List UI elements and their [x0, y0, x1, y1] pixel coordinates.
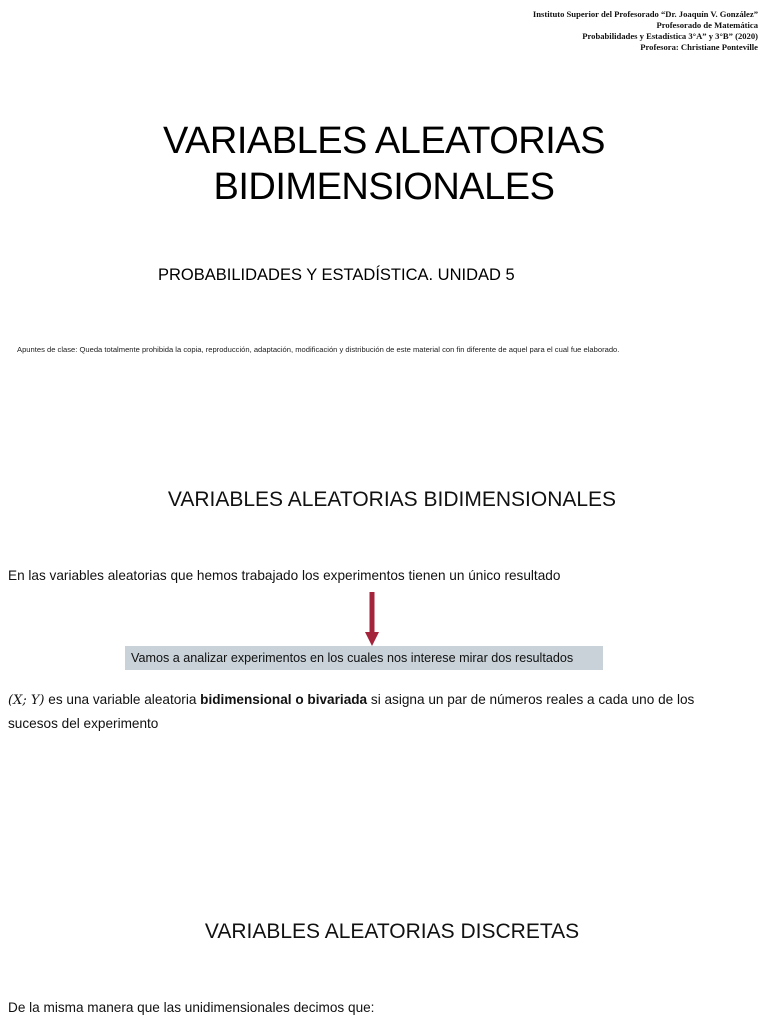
intro-paragraph: En las variables aleatorias que hemos trabajado los experimentos tienen un único resultado	[8, 568, 561, 583]
section-title-discretas: VARIABLES ALEATORIAS DISCRETAS	[204, 920, 580, 943]
down-arrow-icon	[365, 592, 379, 646]
definition-text-post: si asigna un par de números reales a cada uno de los sucesos del experimento	[8, 692, 695, 731]
math-pair: (X; Y)	[8, 693, 45, 708]
discretas-intro: De la misma manera que las unidimensionales decimos que:	[8, 1000, 375, 1015]
section-title-bidimensional: VARIABLES ALEATORIAS BIDIMENSIONALES	[167, 488, 617, 511]
page-title	[0, 118, 768, 210]
copyright-notice: Apuntes de clase: Queda totalmente prohibida la copia, reproducción, adaptación, modificación y distribución de este material con fin diferente de aquel para el cual fue elaborado.	[17, 345, 620, 354]
definition-text-pre: es una variable aleatoria	[44, 692, 201, 707]
header-program: Profesorado de Matemática	[656, 20, 758, 30]
header-course: Probabilidades y Estadística 3°A” y 3°B” (2020)	[582, 31, 758, 41]
page-title-line2: BIDIMENSIONALES	[213, 166, 555, 208]
institution-header	[533, 9, 758, 53]
header-institution: Instituto Superior del Profesorado “Dr. Joaquín V. González”	[532, 9, 758, 19]
highlight-box: Vamos a analizar experimentos en los cuales nos interese mirar dos resultados	[125, 646, 603, 670]
page-subtitle: PROBABILIDADES Y ESTADÍSTICA. UNIDAD 5	[158, 266, 515, 284]
header-teacher: Profesora: Christiane Ponteville	[640, 42, 758, 52]
definition-bold-term: bidimensional o bivariada	[200, 692, 368, 707]
page-title-line1: VARIABLES ALEATORIAS	[163, 120, 605, 162]
definition-paragraph	[8, 688, 738, 735]
